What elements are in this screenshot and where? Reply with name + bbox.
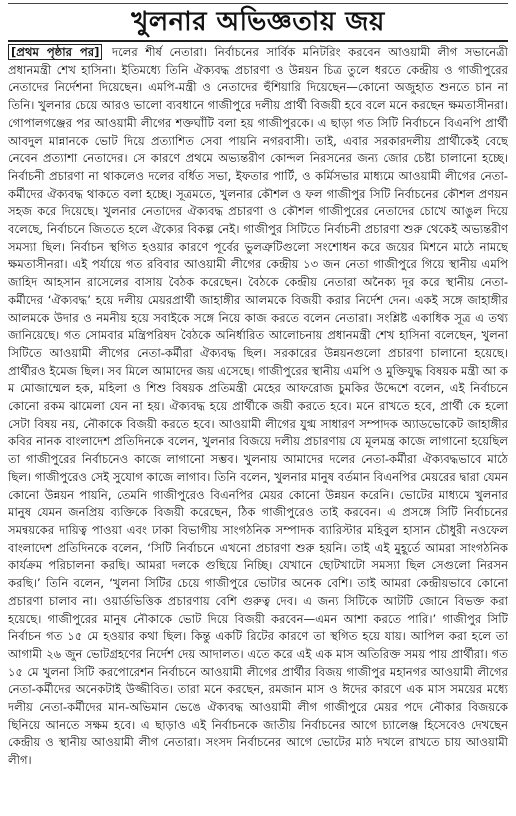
headline-divider [8, 40, 508, 42]
article-body [8, 44, 508, 812]
article-body-text: দলের শীর্ষ নেতারা। নির্বাচনের সার্বিক মনিটরিং করবেন আওয়ামী লীগ সভানেত্রী প্রধানমন্ত্রী শেখ হাসিনা। ইতিমধ্যে তিনি ঐক্যবদ্ধ প্রচারণা ও উন্নয়ন চিত্র তুলে ধরতে কেন্দ্রীয় ও গাজীপুরের নেতাদের নির্দেশনা দিয়েছেন। এমপি-মন্ত্রী ও নেতাদের হুঁশিয়ারি দিয়েছেন—কোনো অজুহাত শুনতে চান না তিনি। খুলনার চেয়ে আরও ভালো ব্যবধানে গাজীপুরে দলীয় প্রার্থী বিজয়ী হবে বলে মনে করছেন ক্ষমতাসীনরা। গোপালগঞ্জের পর আওয়ামী লীগের শক্তঘাঁটি বলা হয় গাজীপুরকে। এ ছাড়া গত সিটি নির্বাচনে বিএনপি প্রার্থী আবদুল মান্নানকে ভোট দিয়ে প্রত্যাশিত সেবা পায়নি নগরবাসী। তাই, এবার সরকারদলীয় প্রার্থীকেই বেছে নেবেন প্রত্যাশা নেতাদের। সে কারণে প্রথমে অভ্যন্তরীণ কোন্দল নিরসনের জন্য জোর চেষ্টা চালানো হচ্ছে। নির্বাচনী প্রচারণা না থাকলেও দলের বর্ধিত সভা, ইফতার পার্টি, ও কর্মিসভার মাধ্যমে আওয়ামী লীগের নেতা-কর্মীদের ঐক্যবদ্ধ থাকতে বলা হচ্ছে। সূত্রমতে, খুলনার কৌশল ও ফল গাজীপুর সিটি নির্বাচনের কৌশল প্রণয়ন সহজ করে দিয়েছে। খুলনার নেতাদের ঐক্যবদ্ধ প্রচারণা ও কৌশল গাজীপুরের নেতাদের চোখে আঙুল দিয়ে বলেছে, নির্বাচনে জিততে হলে ঐক্যের বিকল্প নেই। গাজীপুর সিটিতে নির্বাচনী প্রচারণা শুরু থেকেই অভ্যন্তরীণ সমস্যা ছিল। নির্বাচন স্থগিত হওয়ার কারণে পূর্বের ভুলত্রুটিগুলো সংশোধন করে জয়ের মিশনে মাঠে নামছে ক্ষমতাসীনরা। এই পর্যায়ে গত রবিবার আওয়ামী লীগের কেন্দ্রীয় ১৩ জন নেতা গাজীপুরে গিয়ে স্থানীয় এমপি জাহিদ আহসান রাসেলের বাসায় বৈঠক করেছেন। বৈঠকে কেন্দ্রীয় নেতারা অনৈক্য দূর করে স্থানীয় নেতা-কর্মীদের ‘ঐক্যবদ্ধ’ হয়ে দলীয় মেয়রপ্রার্থী জাহাঙ্গীর আলমকে বিজয়ী করার নির্দেশ দেন। একই সঙ্গে জাহাঙ্গীর আলমকে উদার ও নমনীয় হয়ে সবাইকে সঙ্গে নিয়ে কাজ করতে বলেন নেতারা। সংশ্লিষ্ট একাধিক সূত্র এ তথ্য জানিয়েছে। গত সোমবার মন্ত্রিপরিষদ বৈঠকে অনির্ধারিত আলোচনায় প্রধানমন্ত্রী শেখ হাসিনা বলেছেন, খুলনা সিটিতে আওয়ামী লীগের নেতা-কর্মীরা ঐক্যবদ্ধ ছিল। সরকারের উন্নয়নগুলো প্রচারণা চালানো হয়েছে। প্রার্থীরও ইমেজ ছিল। সব মিলে আমাদের জয় এসেছে। গাজীপুরের স্থানীয় এমপি ও মুক্তিযুদ্ধ বিষয়ক মন্ত্রী আ ক ম মোজাম্মেল হক, মহিলা ও শিশু বিষয়ক প্রতিমন্ত্রী মেহের আফরোজ চুমকির উদ্দেশে বলেন, এই নির্বাচনে কোনো রকম ঝামেলা যেন না হয়। ঐক্যবদ্ধ হয়ে প্রার্থীকে জয়ী করতে হবে। মনে রাখতে হবে, প্রার্থী কে হলো সেটা বিষয় নয়, নৌকাকে বিজয়ী করতে হবে। আওয়ামী লীগের যুগ্ম সাধারণ সম্পাদক অ্যাডভোকেট জাহাঙ্গীর কবির নানক বাংলাদেশ প্রতিদিনকে বলেন, খুলনার বিজয়ে দলীয় প্রচারণায় যে মূলমন্ত্র কাজে লাগানো হয়েছিল তা গাজীপুরের নির্বাচনেও কাজে লাগানো সম্ভব। খুলনায় আমাদের দলের নেতা-কর্মীরা ঐক্যবদ্ধভাবে মাঠে ছিল। গাজীপুরেও সেই সুযোগ কাজে লাগাব। তিনি বলেন, খুলনার মানুষ বর্তমান বিএনপির মেয়রের দ্বারা যেমন কোনো উন্নয়ন পায়নি, তেমনি গাজীপুরেও বিএনপির মেয়র কোনো উন্নয়ন করেনি। ভোটের মাধ্যমে খুলনার মানুষ যেমন জনপ্রিয় ব্যক্তিকে বিজয়ী করেছেন, ঠিক গাজীপুরেও তাই করবেন। এ প্রসঙ্গে সিটি নির্বাচনের সমন্বয়কের দায়িত্ব পাওয়া এবং ঢাকা বিভাগীয় সাংগঠনিক সম্পাদক ব্যারিস্টার মহিবুল হাসান চৌধুরী নওফেল বাংলাদেশ প্রতিদিনকে বলেন, ‘সিটি নির্বাচনে এখনো প্রচারণা শুরু হয়নি। তাই এই মুহূর্তে আমরা সাংগঠনিক কার্যক্রম পরিচালনা করছি। আমরা দলকে গুছিয়ে নিচ্ছি। যেখানে ছোটখাটো সমস্যা ছিল সেগুলো নিরসন করছি।’ তিনি বলেন, ‘খুলনা সিটির চেয়ে গাজীপুরে ভোটার অনেক বেশি। তাই আমরা কেন্দ্রীয়ভাবে কোনো প্রচারণা চালাব না। ওয়ার্ডভিত্তিক প্রচারণায় বেশি গুরুত্ব দেব। এ জন্য সিটিকে আটটি জোনে বিভক্ত করা হয়েছে। গাজীপুরের মানুষ নৌকাকে ভোট দিয়ে বিজয়ী করবেন—এমন আশা করতে পারি।’ গাজীপুর সিটি নির্বাচন গত ১৫ মে হওয়ার কথা ছিল। কিন্তু একটি রিটের কারণে তা স্থগিত হয়ে যায়। আপিল করা হলে তা আগামী ২৬ জুন ভোটগ্রহণের নির্দেশ দেয় আদালত। এতে করে এই এক মাস অতিরিক্ত সময় পায় প্রার্থীরা। গত ১৫ মে খুলনা সিটি করপোরেশন নির্বাচনে আওয়ামী লীগের প্রার্থীর বিজয় গাজীপুর মহানগর আওয়ামী লীগের নেতা-কর্মীদের অনেকটাই উজ্জীবিত। তারা মনে করছেন, রমজান মাস ও ঈদের কারণে এক মাস সময়ের মধ্যে দলীয় নেতা-কর্মীদের মান-অভিমান ভেঙে ঐক্যবদ্ধ আওয়ামী লীগ গাজীপুরে মেয়র পদে নৌকার বিজয়কে ছিনিয়ে আনতে সক্ষম হবে। এ ছাড়াও এই নির্বাচনকে জাতীয় নির্বাচনের আগে চ্যালেঞ্জ হিসেবেও দেখছেন কেন্দ্রীয় ও স্থানীয় আওয়ামী লীগ নেতারা। সংসদ নির্বাচনের আগে ভোটের মাঠ দখলে রাখতে চায় আওয়ামী লীগ। [8, 45, 508, 768]
top-border-rule [8, 3, 508, 4]
article-headline: খুলনার অভিজ্ঞতায় জয় [131, 7, 385, 37]
continuation-label: [প্রথম পৃষ্ঠার পর] [8, 44, 102, 60]
